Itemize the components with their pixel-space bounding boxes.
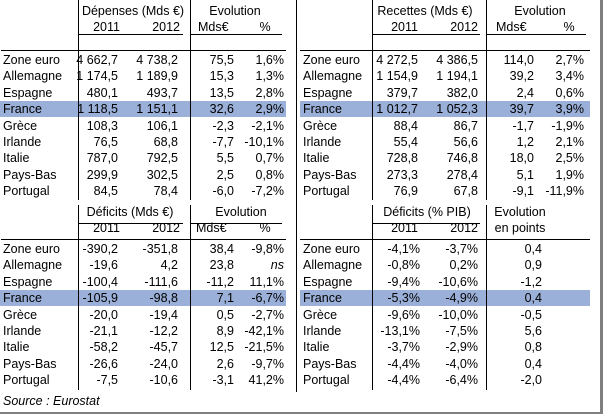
cell-value: -6,0 [212, 184, 234, 199]
cell-value: 1,2 [516, 135, 534, 149]
evolution-header: Evolution [209, 4, 261, 18]
table-row [0, 323, 286, 339]
row-label: France [303, 291, 342, 306]
cell-value: -42,1% [244, 324, 284, 338]
cell-value: 1,6% [255, 53, 284, 67]
table-row [0, 134, 286, 150]
unit-mds-header: Mds€ [496, 20, 527, 34]
row-label: France [303, 102, 342, 117]
cell-value: -24,0 [149, 356, 178, 371]
cell-value: 746,8 [446, 151, 478, 166]
cell-value: 728,8 [386, 151, 418, 166]
cell-value: 0,6% [555, 85, 584, 100]
table-row [300, 372, 590, 388]
table-row [300, 274, 590, 290]
cell-value: 1 154,9 [376, 69, 418, 84]
year-2011-header: 2011 [391, 20, 418, 34]
year-2012-header: 2012 [152, 221, 180, 235]
cell-value: -0,8% [387, 258, 420, 273]
cell-value: 299,9 [86, 167, 118, 182]
table-rule [372, 0, 373, 200]
year-2012-header: 2012 [450, 221, 478, 235]
cell-value: 106,1 [146, 118, 178, 133]
cell-value: 278,4 [446, 167, 478, 182]
table-row [300, 68, 590, 84]
table-row [0, 241, 286, 257]
table-rule [190, 0, 191, 200]
year-2011-header: 2011 [93, 221, 120, 235]
table-title: Déficits (Mds €) [86, 205, 174, 219]
cell-value: -7,2% [251, 184, 284, 199]
cell-value: -10,6% [438, 274, 478, 289]
row-label: Grèce [303, 118, 338, 133]
table-rule [372, 205, 373, 390]
cell-value: -111,6 [144, 274, 178, 289]
cell-value: 76,9 [393, 184, 418, 199]
cell-value: 1 174,5 [76, 69, 118, 84]
cell-value: -11,9% [545, 184, 584, 199]
cell-value: -6,7% [251, 291, 284, 306]
cell-value: -0,5 [520, 307, 542, 322]
table-rule [1, 239, 286, 240]
row-label: Espagne [3, 85, 53, 100]
row-label: Irlande [3, 324, 42, 338]
table-row [0, 356, 286, 372]
cell-value: 78,4 [153, 184, 178, 199]
cell-value: 1 052,3 [436, 102, 478, 117]
cell-value: 1 194,1 [436, 69, 478, 84]
table-rule [190, 34, 282, 35]
cell-value: -100,4 [82, 274, 118, 289]
table-row [0, 167, 286, 183]
table-row [0, 307, 286, 323]
row-label: Portugal [303, 373, 350, 388]
unit-pct-header: % [259, 221, 271, 235]
cell-value: 379,7 [386, 85, 418, 100]
cell-value: 108,3 [86, 118, 118, 133]
cell-value: 0,8% [255, 167, 284, 182]
table-depenses [0, 0, 300, 205]
cell-value: 13,5 [209, 85, 234, 100]
cell-value: 4 272,5 [376, 53, 418, 67]
table-rule [296, 0, 297, 392]
row-label: Pays-Bas [303, 356, 357, 371]
table-row [0, 118, 286, 134]
row-label: Espagne [3, 274, 53, 289]
cell-value: -2,9% [445, 340, 478, 355]
table-deficits-pib [300, 205, 600, 395]
cell-value: -2,1% [251, 118, 284, 133]
cell-value: -351,8 [142, 242, 178, 256]
cell-value: -10,1% [244, 135, 284, 149]
row-label: Italie [303, 340, 330, 355]
cell-value: 0,4 [524, 291, 542, 306]
row-label: Zone euro [303, 242, 360, 256]
row-label: Allemagne [303, 69, 363, 84]
cell-value: -11,2 [206, 274, 234, 289]
cell-value: 3,9% [555, 102, 584, 117]
cell-value: 76,5 [93, 135, 118, 149]
row-label: France [3, 291, 42, 306]
unit-pct-header: % [259, 20, 271, 34]
cell-value: -21,1 [89, 324, 118, 338]
table-row [300, 118, 590, 134]
cell-value: 114,0 [503, 53, 534, 67]
table-row [0, 101, 286, 117]
table-row [300, 323, 590, 339]
cell-value: 7,1 [216, 291, 234, 306]
row-label: Zone euro [3, 53, 60, 67]
cell-value: 4,2 [160, 258, 178, 273]
table-title: Dépenses (Mds €) [81, 4, 185, 18]
evolution-header: Evolution [494, 205, 546, 219]
source-note: Source : Eurostat [3, 394, 100, 408]
row-label: Irlande [303, 135, 342, 149]
cell-value: 67,8 [453, 184, 478, 199]
cell-value: -2,0 [520, 373, 542, 388]
cell-value: 3,4% [555, 69, 584, 84]
cell-value: -1,2 [520, 274, 542, 289]
table-title: Déficits (% PIB) [383, 205, 471, 219]
table-row [300, 290, 590, 306]
cell-value: -12,2 [149, 324, 178, 338]
table-recettes [300, 0, 600, 205]
table-row [0, 52, 286, 68]
cell-value: -9,8% [251, 242, 284, 256]
table-row [0, 372, 286, 388]
row-label: Pays-Bas [303, 167, 357, 182]
cell-value: -4,0% [445, 356, 478, 371]
cell-value: -3,7% [445, 242, 478, 256]
cell-value: 86,7 [453, 118, 478, 133]
cell-value: 88,4 [393, 118, 418, 133]
cell-value: -4,1% [387, 242, 420, 256]
cell-value: ns [270, 258, 284, 273]
table-row [300, 307, 590, 323]
table-rule [190, 223, 282, 224]
table-row [0, 274, 286, 290]
table-row [300, 52, 590, 68]
cell-value: -9,7% [251, 356, 284, 371]
cell-value: 4 386,5 [436, 53, 478, 67]
table-row [0, 339, 286, 355]
cell-value: 1 012,7 [376, 102, 418, 117]
year-2012-header: 2012 [450, 20, 478, 34]
cell-value: -20,0 [89, 307, 118, 322]
cell-value: 8,9 [216, 324, 234, 338]
row-label: Grèce [3, 118, 38, 133]
table-rule [78, 0, 79, 200]
table-row [300, 101, 590, 117]
cell-value: -7,7 [212, 135, 234, 149]
row-label: Portugal [3, 373, 50, 388]
row-label: Pays-Bas [3, 167, 57, 182]
row-label: France [3, 102, 42, 117]
cell-value: -19,6 [89, 258, 118, 273]
cell-value: 56,6 [453, 135, 478, 149]
cell-value: 1 151,1 [136, 102, 178, 117]
row-label: Grèce [3, 307, 38, 322]
cell-value: 0,8 [524, 340, 542, 355]
cell-value: 0,4 [524, 356, 542, 371]
table-rule [372, 223, 480, 224]
table-rule [1, 50, 286, 51]
cell-value: -9,4% [387, 274, 420, 289]
cell-value: -19,4 [149, 307, 178, 322]
cell-value: -58,2 [89, 340, 118, 355]
cell-value: 2,4 [516, 85, 534, 100]
cell-value: 18,0 [509, 151, 534, 166]
table-row [300, 339, 590, 355]
table-rule [190, 205, 191, 390]
cell-value: 41,2% [248, 373, 284, 388]
cell-value: -4,4% [387, 356, 420, 371]
table-row [0, 257, 286, 273]
cell-value: 2,7% [555, 53, 584, 67]
cell-value: -45,7 [149, 340, 178, 355]
table-row [300, 356, 590, 372]
cell-value: 2,5% [555, 151, 584, 166]
cell-value: -9,1 [512, 184, 534, 199]
row-label: Irlande [303, 324, 342, 338]
cell-value: -4,9% [445, 291, 478, 306]
cell-value: 302,5 [146, 167, 178, 182]
cell-value: 787,0 [86, 151, 118, 166]
cell-value: -4,4% [387, 373, 420, 388]
cell-value: -5,3% [387, 291, 420, 306]
cell-value: -105,9 [82, 291, 118, 306]
table-row [0, 183, 286, 199]
row-label: Espagne [303, 274, 353, 289]
cell-value: -2,7% [251, 307, 284, 322]
year-2011-header: 2011 [391, 221, 418, 235]
table-row [0, 85, 286, 101]
cell-value: -9,6% [387, 307, 420, 322]
unit-pct-header: % [563, 20, 575, 34]
cell-value: 1 118,5 [77, 102, 118, 117]
cell-value: -390,2 [82, 242, 118, 256]
row-label: Pays-Bas [3, 356, 57, 371]
cell-value: -10,0% [438, 307, 478, 322]
table-rule [300, 239, 590, 240]
row-label: Allemagne [3, 69, 63, 84]
cell-value: 792,5 [146, 151, 178, 166]
row-label: Allemagne [303, 258, 363, 273]
row-label: Zone euro [303, 53, 360, 67]
table-row [300, 241, 590, 257]
cell-value: -7,5 [96, 373, 118, 388]
year-2011-header: 2011 [93, 20, 120, 34]
table-row [300, 183, 590, 199]
table-rule [78, 34, 183, 35]
cell-value: 493,7 [146, 85, 178, 100]
cell-value: 1 189,9 [136, 69, 178, 84]
cell-value: 5,5 [216, 151, 234, 166]
cell-value: 4 738,2 [136, 53, 178, 67]
table-rule [486, 34, 586, 35]
evolution-points-header: en points [494, 221, 546, 235]
cell-value: -1,7 [512, 118, 534, 133]
row-label: Zone euro [3, 242, 60, 256]
cell-value: -10,6 [149, 373, 178, 388]
cell-value: -26,6 [89, 356, 118, 371]
table-rule [300, 50, 590, 51]
year-2012-header: 2012 [152, 20, 180, 34]
row-label: Portugal [303, 184, 350, 199]
cell-value: 273,3 [386, 167, 418, 182]
cell-value: -7,5% [445, 324, 478, 338]
table-row [0, 150, 286, 166]
row-label: Italie [3, 151, 30, 166]
cell-value: -2,3 [212, 118, 234, 133]
cell-value: -13,1% [380, 324, 420, 338]
cell-value: 0,9 [524, 258, 542, 273]
cell-value: 38,4 [209, 242, 234, 256]
cell-value: 5,6 [524, 324, 542, 338]
cell-value: -3,7% [387, 340, 420, 355]
cell-value: -6,4% [445, 373, 478, 388]
cell-value: 0,5 [216, 307, 234, 322]
row-label: Allemagne [3, 258, 63, 273]
table-rule [78, 223, 183, 224]
cell-value: 4 662,7 [76, 53, 118, 67]
table-row [0, 290, 286, 306]
cell-value: -3,1 [212, 373, 234, 388]
table-row [300, 85, 590, 101]
cell-value: 75,5 [209, 53, 234, 67]
cell-value: 1,9% [555, 167, 584, 182]
table-title: Recettes (Mds €) [377, 4, 473, 18]
table-rule [486, 205, 487, 390]
row-label: Italie [303, 151, 330, 166]
cell-value: -98,8 [149, 291, 178, 306]
cell-value: 12,5 [209, 340, 234, 355]
table-rule [78, 205, 79, 390]
cell-value: 0,7% [255, 151, 284, 166]
cell-value: 32,6 [209, 102, 234, 117]
cell-value: 0,4 [524, 242, 542, 256]
unit-mds-header: Mds€ [198, 20, 229, 34]
row-label: Grèce [303, 307, 338, 322]
cell-value: 382,0 [446, 85, 478, 100]
cell-value: 84,5 [93, 184, 118, 199]
table-row [300, 150, 590, 166]
table-rule [486, 0, 487, 200]
cell-value: 39,7 [509, 102, 534, 117]
cell-value: 2,6 [216, 356, 234, 371]
cell-value: 5,1 [516, 167, 534, 182]
cell-value: 2,1% [555, 135, 584, 149]
cell-value: 39,2 [509, 69, 534, 84]
cell-value: 2,8% [255, 85, 284, 100]
table-row [300, 134, 590, 150]
cell-value: 68,8 [153, 135, 178, 149]
cell-value: 0,2% [449, 258, 478, 273]
row-label: Portugal [3, 184, 50, 199]
cell-value: 2,5 [216, 167, 234, 182]
table-rule [372, 34, 480, 35]
cell-value: 55,4 [393, 135, 418, 149]
cell-value: 2,9% [255, 102, 284, 117]
row-label: Irlande [3, 135, 42, 149]
evolution-header: Evolution [514, 4, 566, 18]
row-label: Italie [3, 340, 30, 355]
row-label: Espagne [303, 85, 353, 100]
unit-mds-header: Mds€ [196, 221, 227, 235]
cell-value: -1,9% [551, 118, 584, 133]
cell-value: 11,1% [249, 274, 284, 289]
evolution-header: Evolution [215, 205, 267, 219]
cell-value: 23,8 [209, 258, 234, 273]
cell-value: 480,1 [86, 85, 118, 100]
table-deficits [0, 205, 300, 395]
table-row [0, 68, 286, 84]
cell-value: -21,5% [244, 340, 284, 355]
cell-value: 1,3% [255, 69, 284, 84]
table-row [300, 257, 590, 273]
cell-value: 15,3 [209, 69, 234, 84]
table-row [300, 167, 590, 183]
